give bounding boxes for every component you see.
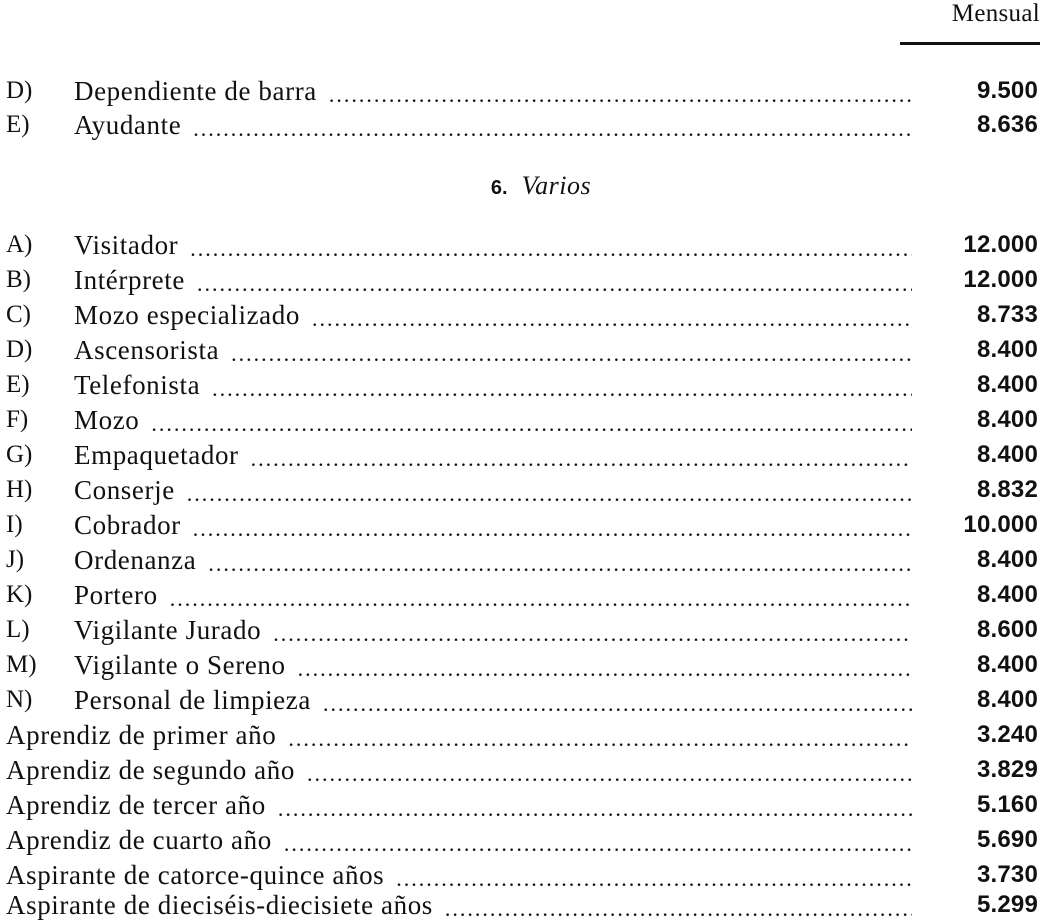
row-value: 3.829: [976, 756, 1038, 783]
row-label: Ordenanza: [74, 545, 197, 575]
row-label: Aspirante de dieciséis-diecisiete años: [6, 890, 433, 920]
row-value: 5.299: [976, 891, 1038, 918]
row-label: Portero: [74, 580, 158, 610]
row-prefix: B): [6, 266, 31, 293]
dot-leader: [273, 613, 912, 647]
table-row: [6, 578, 1038, 612]
table-row: [6, 333, 1038, 367]
row-value: 8.400: [976, 441, 1038, 468]
section-title: Varios: [521, 171, 592, 200]
row-prefix: E): [6, 111, 30, 138]
row-label: Intérprete: [74, 265, 185, 295]
table-row: [6, 403, 1038, 437]
row-prefix: N): [6, 686, 33, 713]
dot-leader: [193, 508, 912, 542]
table-row: [6, 823, 1038, 857]
dot-leader: [231, 333, 912, 367]
row-value: 8.400: [976, 406, 1038, 433]
row-value: 8.400: [976, 336, 1038, 363]
row-label: Empaquetador: [74, 440, 239, 470]
dot-leader: [151, 403, 912, 437]
table-row: [6, 228, 1038, 262]
dot-leader: [197, 263, 912, 297]
table-row: [6, 368, 1038, 402]
column-header-mensual: Mensual: [951, 0, 1040, 27]
row-value: 8.600: [976, 616, 1038, 643]
row-label: Dependiente de barra: [74, 76, 317, 106]
row-value: 3.730: [976, 861, 1038, 888]
row-label: Visitador: [74, 230, 179, 260]
dot-leader: [278, 788, 912, 822]
row-value: 8.733: [976, 301, 1038, 328]
dot-leader: [208, 543, 912, 577]
table-row: [6, 858, 1038, 892]
table-row: [6, 108, 1038, 142]
row-prefix: I): [6, 511, 23, 538]
row-prefix: F): [6, 406, 29, 433]
row-prefix: E): [6, 371, 30, 398]
row-prefix: C): [6, 301, 31, 328]
row-value: 8.636: [976, 111, 1038, 138]
row-value: 12.000: [963, 231, 1038, 258]
row-prefix: M): [6, 651, 37, 678]
row-label: Mozo: [74, 405, 140, 435]
table-row: [6, 648, 1038, 682]
row-value: 9.500: [976, 77, 1038, 104]
dot-leader: [170, 578, 912, 612]
dot-leader: [298, 648, 912, 682]
table-row: [6, 508, 1038, 542]
row-label: Aprendiz de tercer año: [6, 790, 266, 820]
row-value: 8.400: [976, 581, 1038, 608]
table-row: [6, 888, 1038, 922]
dot-leader: [307, 753, 912, 787]
row-prefix: L): [6, 616, 30, 643]
row-value: 8.832: [976, 476, 1038, 503]
table-row: [6, 438, 1038, 472]
row-prefix: J): [6, 546, 25, 573]
table-row: [6, 613, 1038, 647]
table-row: [6, 683, 1038, 717]
row-label: Mozo especializado: [74, 300, 300, 330]
row-label: Aprendiz de segundo año: [6, 755, 295, 785]
section-heading: [0, 170, 1052, 204]
row-prefix: D): [6, 77, 33, 104]
table-row: [6, 543, 1038, 577]
table-row: [6, 263, 1038, 297]
row-value: 12.000: [963, 266, 1038, 293]
column-header-rule: [900, 42, 1040, 45]
row-value: 8.400: [976, 651, 1038, 678]
row-value: 10.000: [963, 511, 1038, 538]
row-prefix: A): [6, 231, 33, 258]
dot-leader: [284, 823, 912, 857]
dot-leader: [445, 888, 912, 922]
row-label: Ayudante: [74, 110, 182, 140]
row-label: Vigilante o Sereno: [74, 650, 286, 680]
table-row: [6, 74, 1038, 108]
table-row: [6, 753, 1038, 787]
row-value: 3.240: [976, 721, 1038, 748]
row-label: Conserje: [74, 475, 175, 505]
dot-leader: [312, 298, 912, 332]
row-label: Aprendiz de cuarto año: [6, 825, 272, 855]
row-label: Aprendiz de primer año: [6, 720, 277, 750]
dot-leader: [193, 108, 912, 142]
section-number: 6.: [490, 177, 508, 199]
dot-leader: [251, 438, 912, 472]
dot-leader: [190, 228, 912, 262]
dot-leader: [329, 74, 912, 108]
row-prefix: K): [6, 581, 33, 608]
row-label: Vigilante Jurado: [74, 615, 262, 645]
row-value: 8.400: [976, 546, 1038, 573]
dot-leader: [288, 718, 912, 752]
row-value: 5.160: [976, 791, 1038, 818]
row-value: 8.400: [976, 686, 1038, 713]
row-prefix: G): [6, 441, 33, 468]
row-prefix: D): [6, 336, 33, 363]
dot-leader: [187, 473, 912, 507]
row-value: 8.400: [976, 371, 1038, 398]
dot-leader: [212, 368, 912, 402]
table-row: [6, 298, 1038, 332]
row-label: Ascensorista: [74, 335, 220, 365]
row-prefix: H): [6, 476, 33, 503]
table-row: [6, 718, 1038, 752]
row-label: Personal de limpieza: [74, 685, 311, 715]
row-label: Telefonista: [74, 370, 201, 400]
row-value: 5.690: [976, 826, 1038, 853]
table-row: [6, 788, 1038, 822]
row-label: Aspirante de catorce-quince años: [6, 860, 385, 890]
table-row: [6, 473, 1038, 507]
dot-leader: [396, 858, 912, 892]
dot-leader: [323, 683, 912, 717]
row-label: Cobrador: [74, 510, 181, 540]
